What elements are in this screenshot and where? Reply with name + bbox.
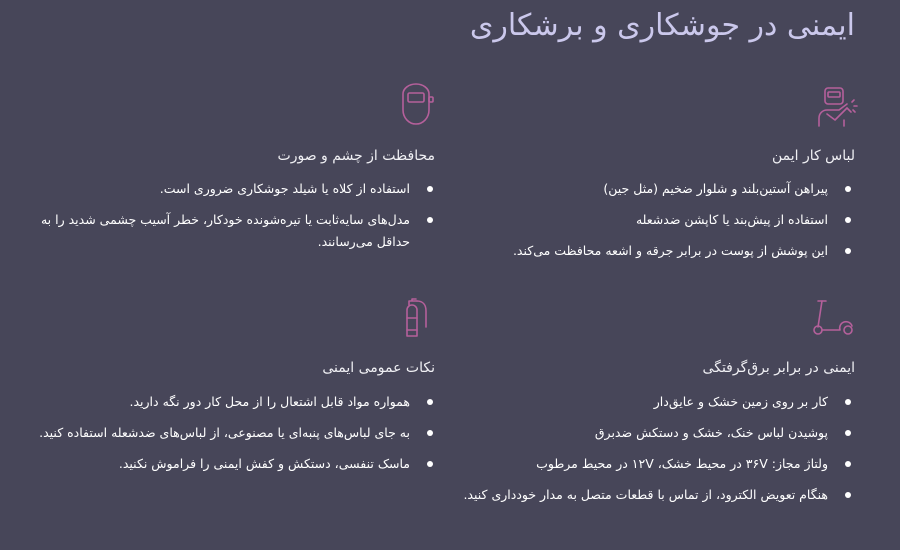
list-item: این پوشش از پوست در برابر جرقه و اشعه محافظت می‌کند. xyxy=(498,240,858,262)
list-item: هنگام تعویض الکترود، از تماس با قطعات متصل به مدار خودداری کنید. xyxy=(438,484,858,506)
bullet-list xyxy=(20,391,440,484)
section-heading: نکات عمومی ایمنی xyxy=(322,360,435,376)
bullet-list xyxy=(438,391,858,515)
list-item: ماسک تنفسی، دستکش و کفش ایمنی را فراموش نکنید. xyxy=(20,453,440,475)
list-item: به جای لباس‌های پنبه‌ای یا مصنوعی، از لباس‌های ضدشعله استفاده کنید. xyxy=(20,422,440,444)
page-title: ایمنی در جوشکاری و برشکاری xyxy=(469,8,855,43)
section-heading: ایمنی در برابر برق‌گرفتگی xyxy=(702,360,855,376)
section-heading: لباس کار ایمن xyxy=(772,148,855,164)
section-heading: محافظت از چشم و صورت xyxy=(277,148,435,164)
list-item: پیراهن آستین‌بلند و شلوار ضخیم (مثل جین) xyxy=(498,178,858,200)
list-item: کار بر روی زمین خشک و عایق‌دار xyxy=(438,391,858,413)
scooter-icon xyxy=(812,296,856,340)
bullet-list xyxy=(498,178,858,271)
list-item: پوشیدن لباس خنک، خشک و دستکش ضدبرق xyxy=(438,422,858,444)
bullet-list xyxy=(40,178,440,262)
list-item: مدل‌های سایه‌ثابت یا تیره‌شونده خودکار، خطر آسیب چشمی شدید را به حداقل می‌رسانند. xyxy=(40,209,440,253)
welding-mask-icon xyxy=(394,82,438,126)
list-item: استفاده از پیش‌بند یا کاپشن ضدشعله xyxy=(498,209,858,231)
list-item: استفاده از کلاه یا شیلد جوشکاری ضروری است. xyxy=(40,178,440,200)
fire-extinguisher-icon xyxy=(394,296,438,340)
list-item: ولتاژ مجاز: ۳۶V در محیط خشک، ۱۲V در محیط مرطوب xyxy=(438,453,858,475)
welder-icon xyxy=(814,84,858,128)
list-item: همواره مواد قابل اشتعال را از محل کار دور نگه دارید. xyxy=(20,391,440,413)
